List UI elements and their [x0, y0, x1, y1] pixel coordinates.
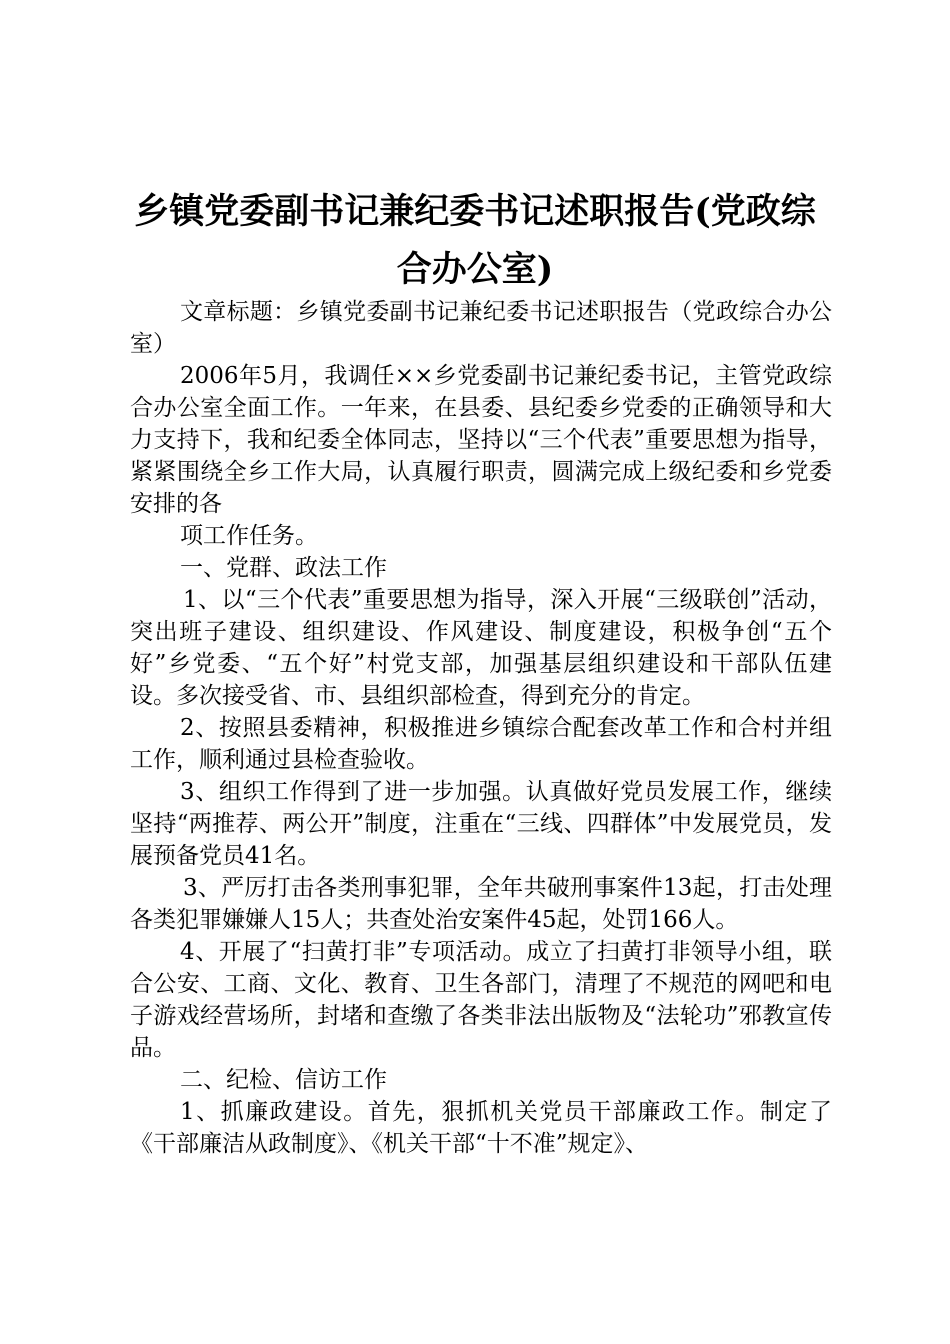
paragraph-item: 3、组织工作得到了进一步加强。认真做好党员发展工作，继续坚持“两推荐、两公开”制度，注重在“三线、四群体”中发展党员，发展预备党员41名。 [130, 779, 832, 869]
paragraph-item: 1、以“三个代表”重要思想为指导，深入开展“三级联创”活动，突出班子建设、组织建设、作风建设、制度建设，积极争创“五个好”乡党委、“五个好”村党支部，加强基层组织建设和干部队伍建设。多次接受省、市、县组织部检查，得到充分的肯定。 [130, 587, 832, 709]
document-title: 乡镇党委副书记兼纪委书记述职报告(党政综合办公室) [134, 191, 816, 290]
paragraph-item: 1、抓廉政建设。首先，狠抓机关党员干部廉政工作。制定了《干部廉洁从政制度》、《机关干部“十不准”规定》、 [130, 1099, 832, 1157]
paragraph-item: 4、开展了“扫黄打非”专项活动。成立了扫黄打非领导小组，联合公安、工商、文化、教育、卫生各部门，清理了不规范的网吧和电子游戏经营场所，封堵和查缴了各类非法出版物及“法轮功”邪教宣传品。 [130, 939, 832, 1061]
section-heading-discipline-petition: 二、纪检、信访工作 [180, 1067, 387, 1093]
paragraph-item: 3、严厉打击各类刑事犯罪，全年共破刑事案件13起，打击处理各类犯罪嫌嫌人15人；共查处治安案件45起，处罚166人。 [130, 875, 832, 933]
paragraph-intro: 2006年5月，我调任××乡党委副书记兼纪委书记，主管党政综合办公室全面工作。一年来，在县委、县纪委乡党委的正确领导和大力支持下，我和纪委全体同志，坚持以“三个代表”重要思想为指导，紧紧围绕全乡工作大局，认真履行职责，圆满完成上级纪委和乡党委安排的各 [130, 363, 832, 517]
paragraph-intro-continued: 项工作任务。 [180, 523, 318, 549]
paragraph-item: 2、按照县委精神，积极推进乡镇综合配套改革工作和合村并组工作，顺利通过县检查验收。 [130, 715, 832, 773]
document-body [130, 296, 832, 1160]
article-title-line: 文章标题：乡镇党委副书记兼纪委书记述职报告（党政综合办公室） [130, 299, 832, 357]
section-heading-party-legal: 一、党群、政法工作 [180, 555, 387, 581]
